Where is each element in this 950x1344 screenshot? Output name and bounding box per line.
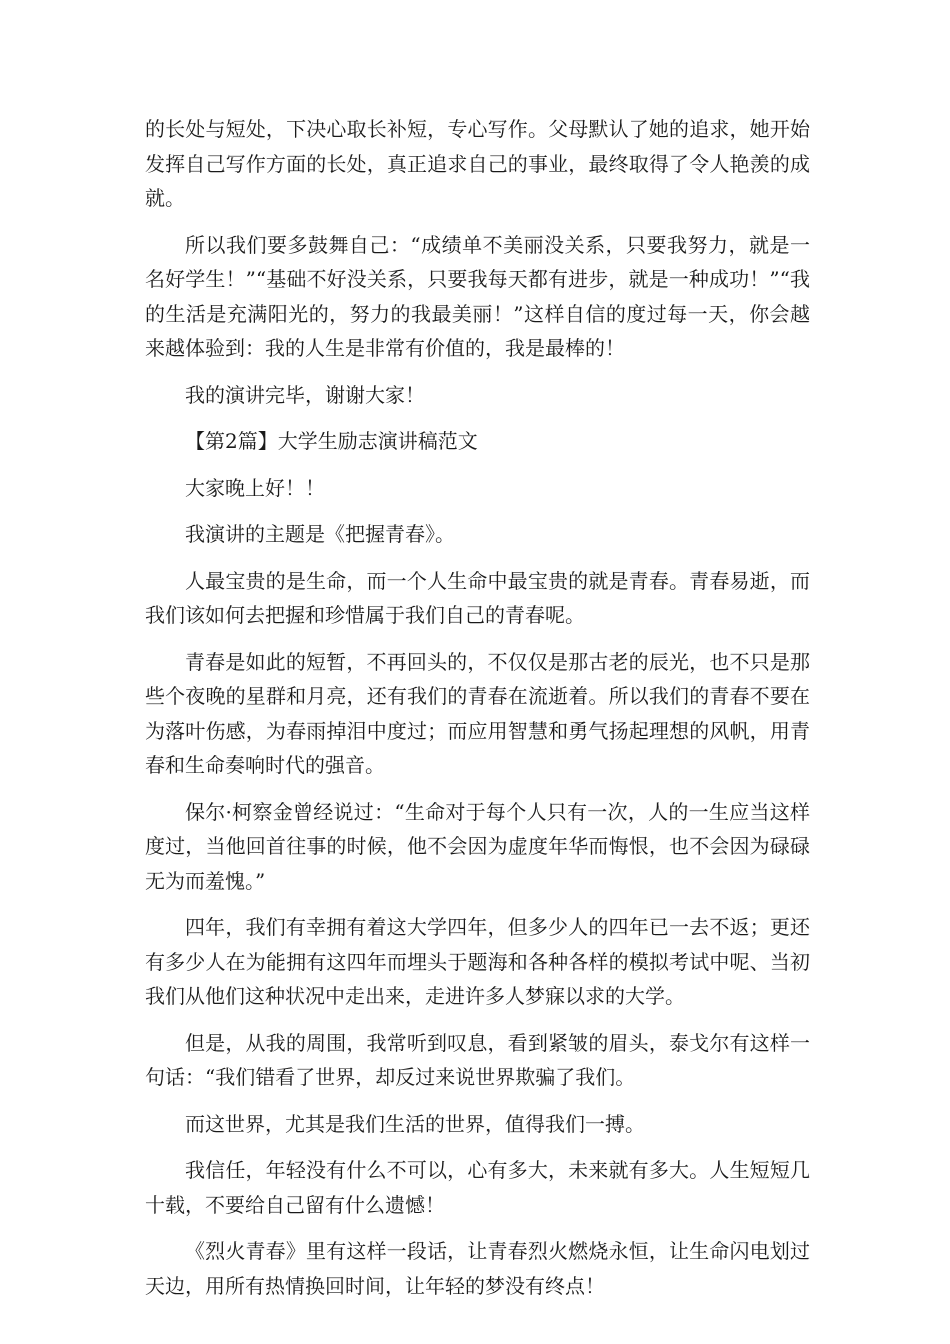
paragraph-11: 《烈火青春》里有这样一段话，让青春烈火燃烧永恒，让生命闪电划过天边，用所有热情换回时间，让年轻的梦没有终点！: [145, 1239, 810, 1298]
section-heading: 【第2篇】大学生励志演讲稿范文: [185, 429, 478, 453]
paragraph-10: 我信任，年轻没有什么不可以，心有多大，未来就有多大。人生短短几十载，不要给自己留有什么遗憾！: [145, 1158, 810, 1217]
document-body: [145, 112, 810, 1315]
paragraph-3: 我的演讲完毕，谢谢大家！: [185, 382, 425, 407]
paragraph-topic: 我演讲的主题是《把握青春》。: [185, 522, 455, 546]
paragraph-9: 而这世界，尤其是我们生活的世界，值得我们一搏。: [185, 1111, 645, 1136]
paragraph-8: 但是，从我的周围，我常听到叹息，看到紧皱的眉头，泰戈尔有这样一句话：“我们错看了世界，却反过来说世界欺骗了我们。: [145, 1030, 810, 1089]
paragraph-5: 青春是如此的短暂，不再回头的，不仅仅是那古老的辰光，也不只是那些个夜晚的星群和月亮，还有我们的青春在流逝着。所以我们的青春不要在为落叶伤感，为春雨掉泪中度过；而应用智慧和勇气扬起理想的风帆，用青春和生命奏响时代的强音。: [145, 649, 810, 777]
paragraph-greeting: 大家晚上好！！: [185, 475, 325, 500]
paragraph-6: 保尔·柯察金曾经说过：“生命对于每个人只有一次，人的一生应当这样度过，当他回首往事的时候，他不会因为虚度年华而悔恨，也不会因为碌碌无为而羞愧。”: [145, 799, 810, 893]
paragraph-1: 的长处与短处，下决心取长补短，专心写作。父母默认了她的追求，她开始发挥自己写作方面的长处，真正追求自己的事业，最终取得了令人艳羡的成就。: [145, 117, 810, 210]
paragraph-4: 人最宝贵的是生命，而一个人生命中最宝贵的就是青春。青春易逝，而我们该如何去把握和珍惜属于我们自己的青春呢。: [145, 568, 810, 627]
paragraph-7: 四年，我们有幸拥有着这大学四年，但多少人的四年已一去不返；更还有多少人在为能拥有这四年而埋头于题海和各种各样的模拟考试中呢、当初我们从他们这种状况中走出来，走进许多人梦寐以求的大学。: [145, 915, 810, 1008]
paragraph-2: 所以我们要多鼓舞自己：“成绩单不美丽没关系，只要我努力，就是一名好学生！”“基础不好没关系，只要我每天都有进步，就是一种成功！”“我的生活是充满阳光的，努力的我最美丽！”这样自信的度过每一天，你会越来越体验到：我的人生是非常有价值的，我是最棒的！: [145, 232, 810, 360]
